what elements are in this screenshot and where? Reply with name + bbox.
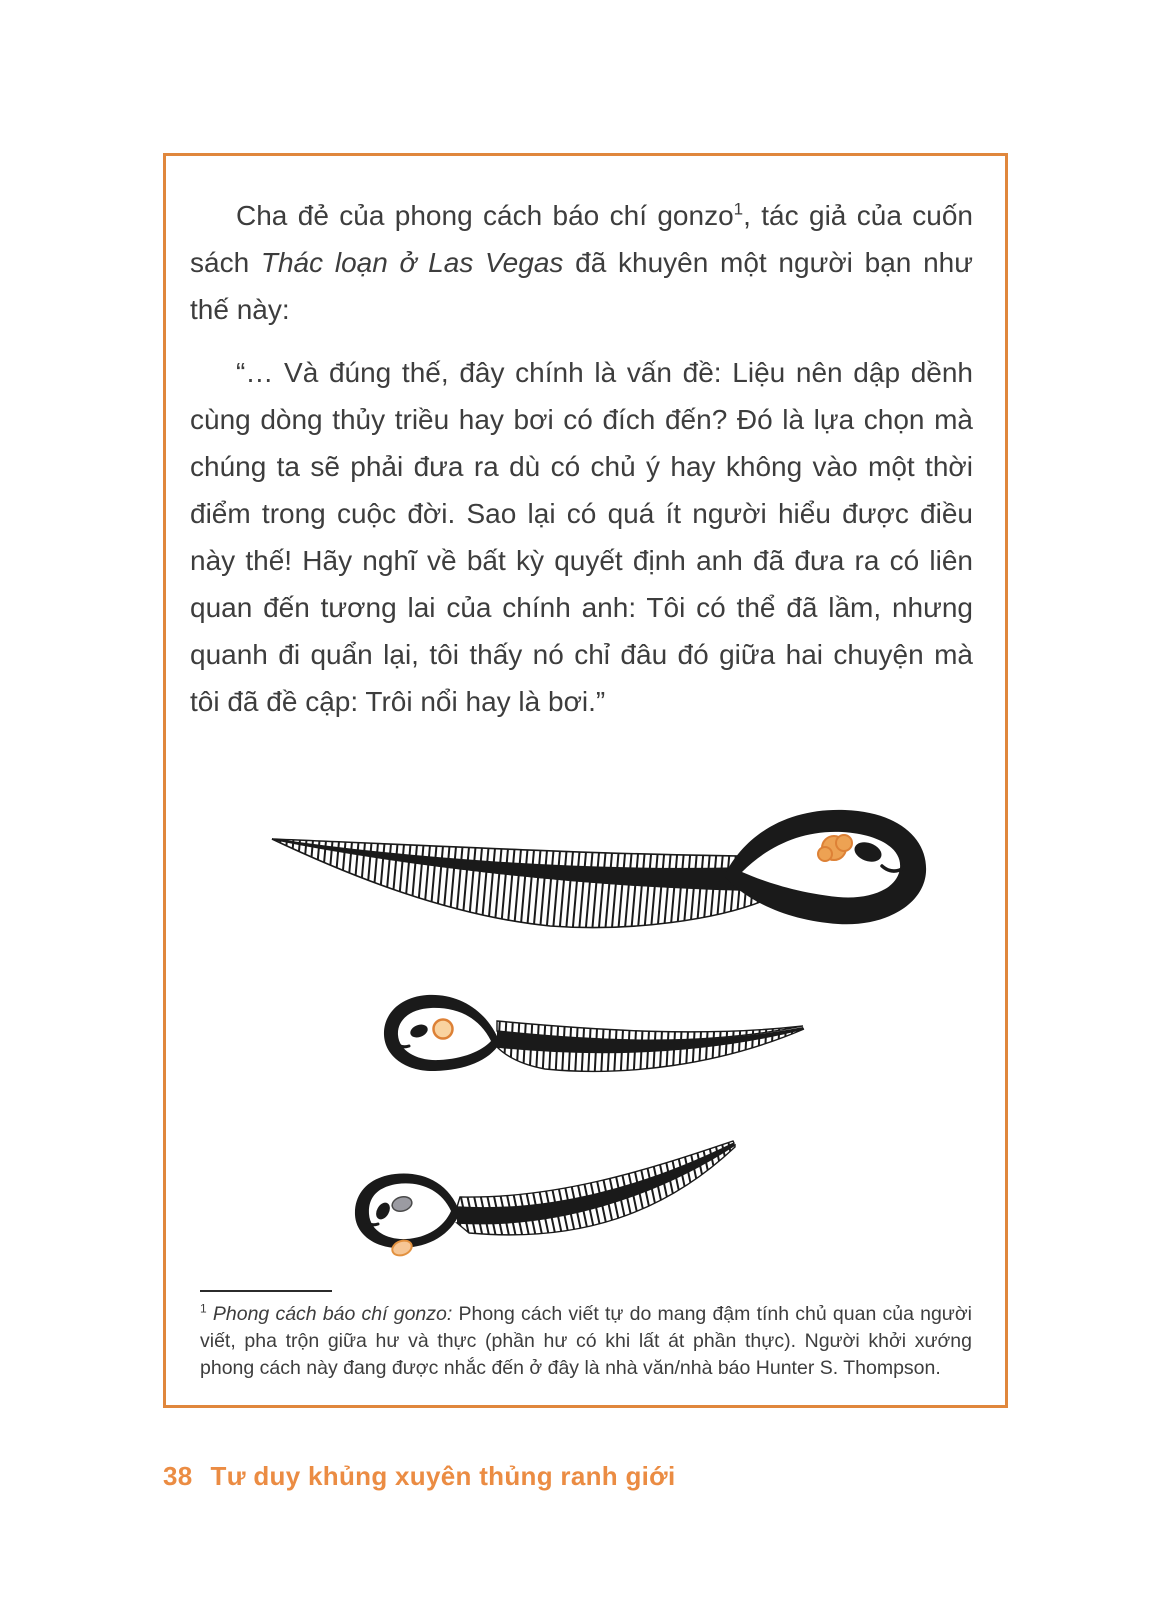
footnote-term-italic: Phong cách báo chí gonzo: xyxy=(212,1303,453,1325)
running-book-title: Tư duy khủng xuyên thủng ranh giới xyxy=(210,1461,676,1491)
content-frame xyxy=(163,153,1008,1408)
intro-paragraph xyxy=(166,156,1005,333)
page-number: 38 xyxy=(163,1461,193,1491)
fish1-eye-icon xyxy=(852,839,884,865)
fish1-head-ring xyxy=(724,810,926,924)
page-footer xyxy=(163,1461,675,1492)
footnote-reference: 1 xyxy=(733,199,744,219)
intro-run1: Cha đẻ của phong cách báo chí gonzo xyxy=(236,200,734,231)
quote-paragraph: “… Và đúng thế, đây chính là vấn đề: Liệu nên dập dềnh cùng dòng thủy triều hay bơi có đích đến? Đó là lựa chọn mà chúng ta sẽ phải đưa ra dù có chủ ý hay không vào một thời điểm trong cuộc đời. Sao lại có quá ít người hiểu được điều này thế! Hãy nghĩ về bất kỳ quyết định anh đã đưa ra có liên quan đến tương lai của chính anh: Tôi có thể đã lầm, nhưng quanh đi quẩn lại, tôi thấy nó chỉ đâu đó giữa hai chuyện mà tôi đã đề cập: Trôi nổi hay là bơi.” xyxy=(190,357,973,717)
intro-run2: , tác giả của cuốn sách xyxy=(190,200,973,278)
eel-fish-facing-left-tail-raised-illustration xyxy=(345,1135,745,1260)
fish2-cheek-blotch-icon xyxy=(434,1020,453,1039)
fish3-eye-icon xyxy=(373,1200,392,1222)
book-title-italic: Thác loạn ở Las Vegas xyxy=(260,247,564,278)
fish1-tail xyxy=(272,839,770,928)
eel-fish-facing-left-illustration xyxy=(375,985,815,1080)
footnote-body: Phong cách viết tự do mang đậm tính chủ quan của người viết, pha trộn giữa hư và thực (phần hư có khi lất át phần thực). Người khởi xướng phong cách này đang được nhắc đến ở đây là nhà văn/nhà báo Hunter S. Thompson. xyxy=(200,1303,972,1379)
footnote-text xyxy=(200,1301,972,1382)
intro-run3: đã khuyên một người bạn như thế này: xyxy=(190,247,973,325)
fish3-tail xyxy=(457,1141,735,1235)
footnote-divider xyxy=(200,1290,332,1292)
fish2-tail xyxy=(497,1021,804,1071)
fish3-gray-blotch-icon xyxy=(391,1195,414,1214)
fish1-cheek-blotch-icon xyxy=(818,835,852,861)
fish2-head xyxy=(384,995,500,1071)
fish3-head xyxy=(355,1173,460,1258)
fish2-eye-icon xyxy=(408,1022,429,1039)
fish3-smile-icon xyxy=(365,1219,378,1225)
footnote xyxy=(200,1290,972,1382)
fish1-head xyxy=(724,810,926,924)
fish3-head-ring xyxy=(355,1173,460,1248)
eel-fish-facing-right-illustration xyxy=(250,780,930,940)
footnote-marker: 1 xyxy=(200,1301,207,1316)
